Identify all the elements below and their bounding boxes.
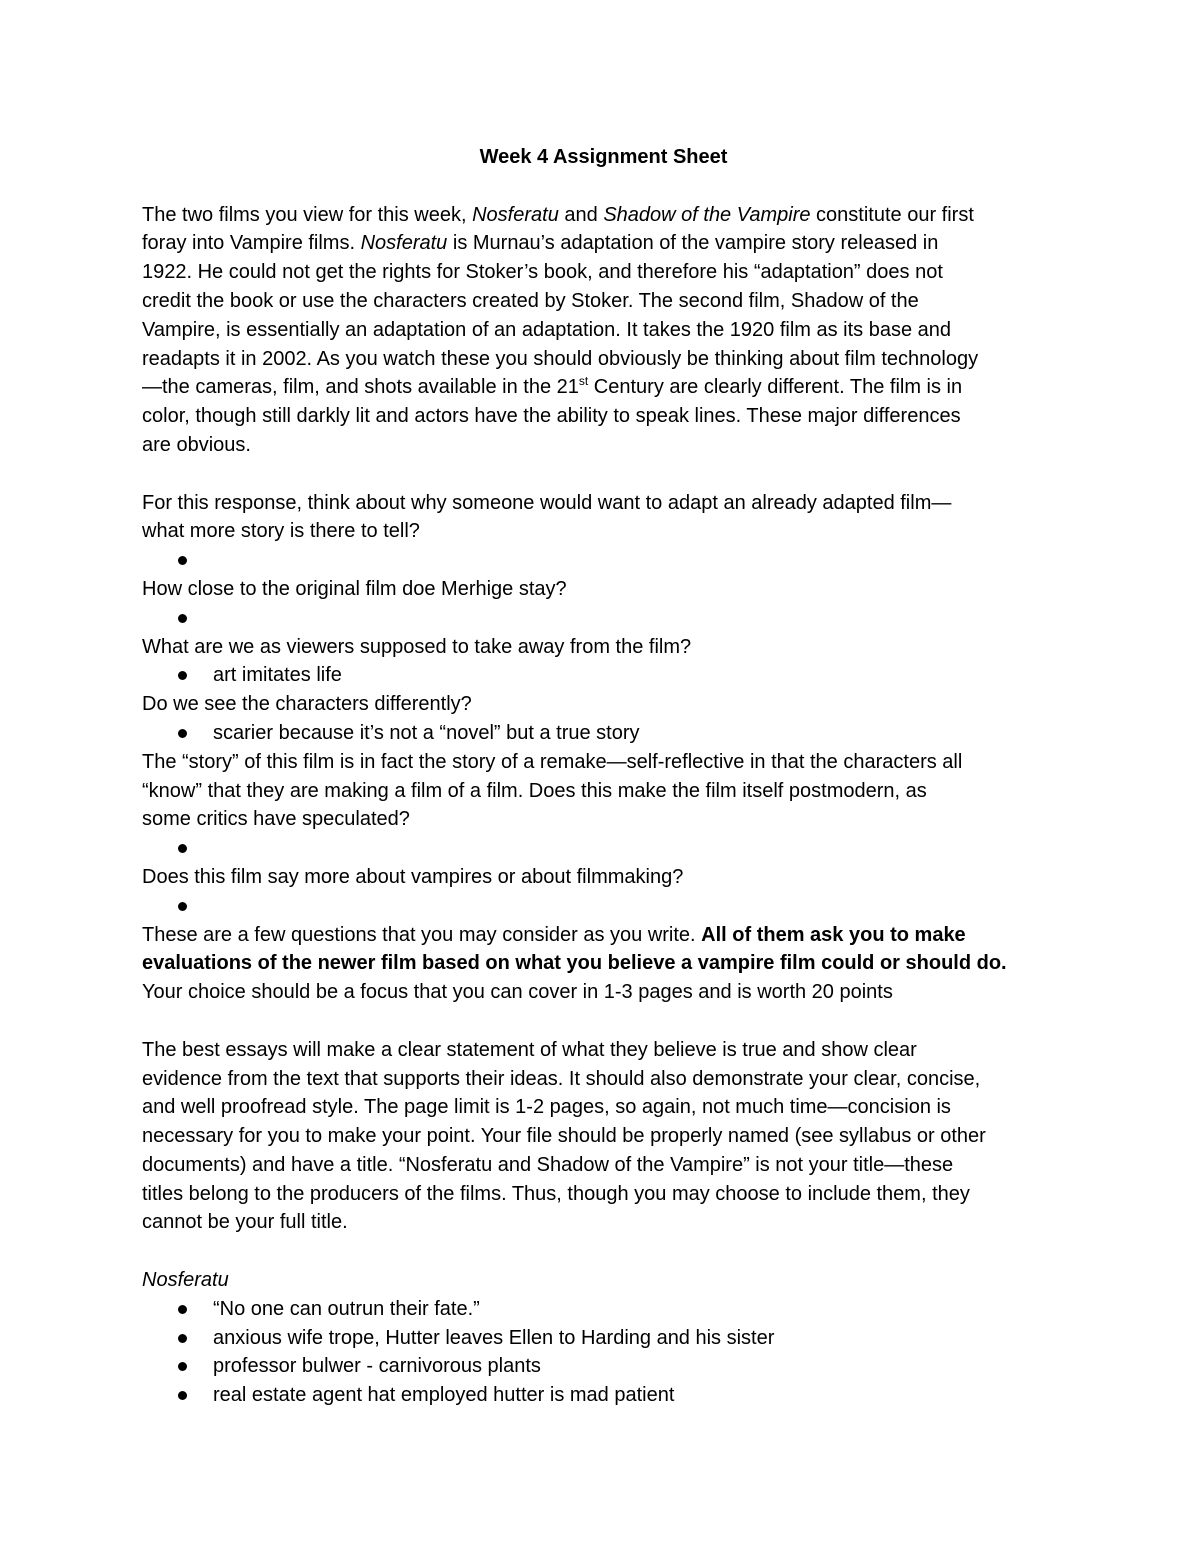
bullet-icon (178, 844, 187, 853)
list-item: scarier because it’s not a “novel” but a true story (142, 719, 1077, 748)
list-item: professor bulwer - carnivorous plants (142, 1352, 1077, 1381)
list-item (142, 604, 1077, 633)
essay-paragraph: The best essays will make a clear statement of what they believe is true and show clear evidence from the text that supports their ideas. It should also demonstrate your clear, concise, and well proofread style. The page limit is 1-2 pages, so again, not much time—concision is necessary for you to make your point. Your file should be properly named (see syllabus or other documents) and have a title. “Nosferatu and Shadow of the Vampire” is not your title—these titles belong to the producers of the films. Thus, though you may choose to include them, they cannot be your full title. (142, 1038, 986, 1234)
notes-heading: Nosferatu (142, 1269, 229, 1292)
bullet-icon (178, 1391, 187, 1400)
list-item: real estate agent hat employed hutter is mad patient (142, 1381, 1077, 1410)
film-title-shadow: Shadow of the Vampire (603, 203, 811, 226)
list-item: “No one can outrun their fate.” (142, 1295, 1077, 1324)
question: What are we as viewers supposed to take away from the film? (142, 635, 692, 658)
intro-paragraph: The two films you view for this week, Nosferatu and Shadow of the Vampire constitute our first foray into Vampire films. Nosferatu is Murnau’s adaptation of the vampire story released in 1922. He could not get the rights for Stoker’s book, and therefore his “adaptation” does not credit the book or use the characters created by Stoker. The second film, Shadow of the Vampire, is essentially an adaptation of an adaptation. It takes the 1920 film as its base and readapts it in 2002. As you watch these you should obviously be thinking about film technology —the cameras, film, and shots available in the 21st Century are clearly different. The film is in color, though still darkly lit and actors have the ability to speak lines. These major differences are obvious. (142, 203, 979, 456)
page-title: Week 4 Assignment Sheet (479, 146, 728, 168)
notes-list (142, 1295, 1077, 1410)
question: How close to the original film doe Merhige stay? (142, 577, 567, 600)
document-body (142, 143, 1077, 1410)
film-title-nosferatu: Nosferatu (360, 232, 448, 255)
prompt-paragraph: For this response, think about why someone would want to adapt an already adapted film— what more story is there to tell? (142, 491, 952, 543)
bullet-icon (178, 1305, 187, 1314)
bullet-icon (178, 902, 187, 911)
question-paragraph: The “story” of this film is in fact the story of a remake—self-reflective in that the characters all “know” that they are making a film of a film. Does this make the film itself postmodern, as some critics have speculated? (142, 750, 963, 831)
question: Does this film say more about vampires or about filmmaking? (142, 865, 684, 888)
list-item (142, 834, 1077, 863)
bullet-icon (178, 1334, 187, 1343)
list-item (142, 892, 1077, 921)
list-item: art imitates life (142, 661, 1077, 690)
film-title-nosferatu: Nosferatu (472, 203, 559, 226)
question: Do we see the characters differently? (142, 693, 472, 716)
bullet-icon (178, 614, 187, 623)
list-item (142, 546, 1077, 575)
bullet-icon (178, 729, 187, 738)
list-item: anxious wife trope, Hutter leaves Ellen to Harding and his sister (142, 1324, 1077, 1353)
bullet-icon (178, 556, 187, 565)
closing-paragraph: These are a few questions that you may consider as you write. All of them ask you to make evaluations of the newer film based on what you believe a vampire film could or should do. Your choice should be a focus that you can cover in 1-3 pages and is worth 20 points (142, 923, 1007, 1004)
bullet-icon (178, 671, 187, 680)
bullet-icon (178, 1362, 187, 1371)
